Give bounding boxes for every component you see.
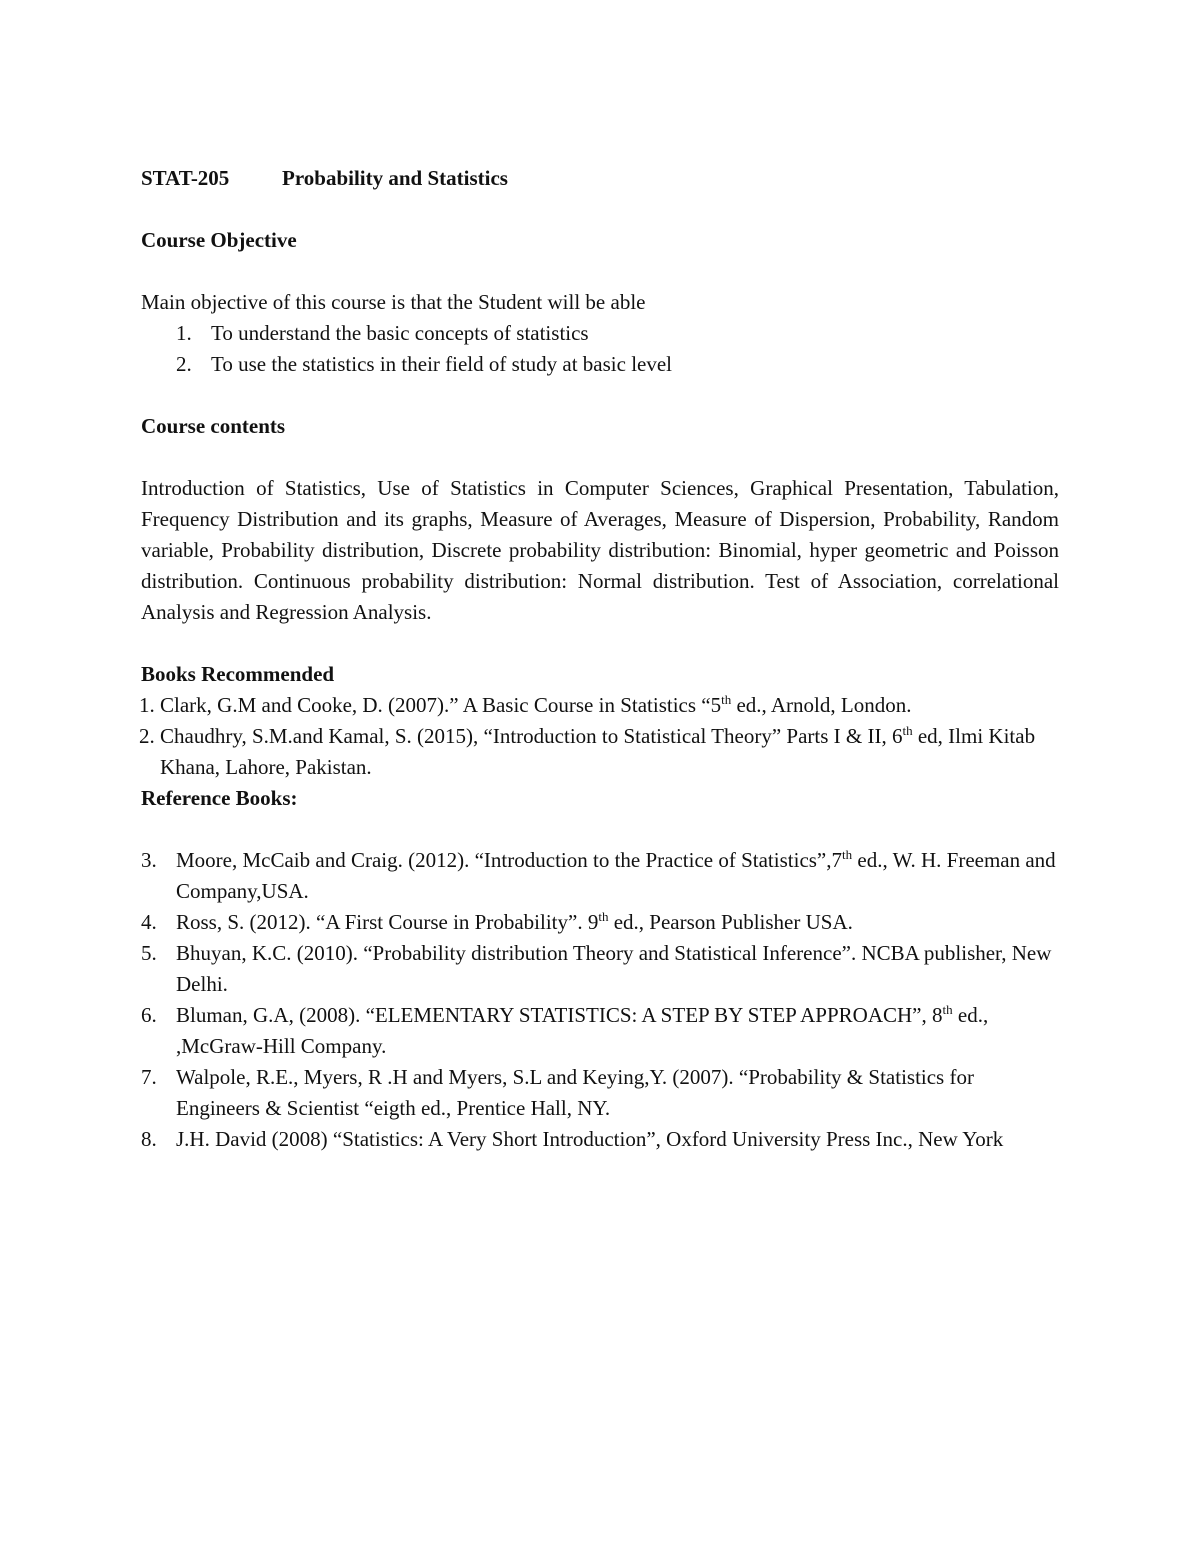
list-item — [141, 907, 1059, 938]
list-number: 1. — [176, 321, 192, 345]
list-item — [141, 690, 1059, 721]
list-number: 5. — [141, 941, 157, 965]
reference-books-heading: Reference Books: — [141, 786, 298, 810]
course-contents-body: Introduction of Statistics, Use of Statistics in Computer Sciences, Graphical Presentation, Tabulation, Frequency Distribution and its graphs, Measure of Averages, Measure of Dispersion, Probability, Random variable, Probability distribution, Discrete probability distribution: Binomial, hyper geometric and Poisson distribution. Continuous probability distribution: Normal distribution. Test of Association, correlational Analysis and Regression Analysis. — [141, 476, 1059, 624]
list-item — [141, 1124, 1059, 1155]
document-page — [141, 163, 1059, 1155]
ordinal-suffix: th — [721, 692, 732, 707]
objective-list — [141, 318, 1059, 380]
citation-text: Bluman, G.A, (2008). “ELEMENTARY STATISTICS: A STEP BY STEP APPROACH”, 8 — [176, 1003, 943, 1027]
citation-text-end: ed., W. H. Freeman and Company,USA. — [176, 848, 1056, 903]
course-title-row — [141, 163, 1059, 194]
citation-text: Clark, G.M and Cooke, D. (2007).” A Basic Course in Statistics “5 — [160, 693, 722, 717]
course-title: Probability and Statistics — [282, 166, 508, 190]
citation-text-end: ed., ,McGraw-Hill Company. — [176, 1003, 989, 1058]
reference-books-list — [141, 845, 1059, 1155]
course-objective-heading: Course Objective — [141, 228, 297, 252]
citation-text-end: ed, Ilmi Kitab Khana, Lahore, Pakistan. — [160, 724, 1036, 779]
list-number: 2. — [176, 352, 192, 376]
list-text: To understand the basic concepts of statistics — [211, 321, 589, 345]
list-item — [141, 1062, 1059, 1124]
list-item — [141, 721, 1059, 783]
ordinal-suffix: th — [598, 909, 609, 924]
objective-intro: Main objective of this course is that the Student will be able — [141, 290, 646, 314]
citation-text: Ross, S. (2012). “A First Course in Probability”. 9 — [176, 910, 599, 934]
citation-text-end: ed., Pearson Publisher USA. — [608, 910, 853, 934]
books-recommended-heading: Books Recommended — [141, 662, 335, 686]
list-text: To use the statistics in their field of study at basic level — [211, 352, 673, 376]
citation-text: J.H. David (2008) “Statistics: A Very Short Introduction”, Oxford University Press Inc., New York — [176, 1127, 1004, 1151]
list-number: 3. — [141, 848, 157, 872]
ordinal-suffix: th — [942, 1002, 953, 1017]
list-item — [141, 845, 1059, 907]
list-number: 6. — [141, 1003, 157, 1027]
course-code: STAT-205 — [141, 166, 230, 190]
course-contents-heading: Course contents — [141, 414, 286, 438]
list-item — [141, 349, 1059, 380]
list-number: 4. — [141, 910, 157, 934]
list-number: 1. — [139, 693, 155, 717]
ordinal-suffix: th — [842, 847, 853, 862]
citation-text: Walpole, R.E., Myers, R .H and Myers, S.L and Keying,Y. (2007). “Probability & Statistics for Engineers & Scientist “eigth ed., Prentice Hall, NY. — [176, 1065, 974, 1120]
list-number: 8. — [141, 1127, 157, 1151]
citation-text: Bhuyan, K.C. (2010). “Probability distribution Theory and Statistical Inference”. NCBA publisher, New Delhi. — [176, 941, 1052, 996]
list-item — [141, 318, 1059, 349]
citation-text: Moore, McCaib and Craig. (2012). “Introduction to the Practice of Statistics”,7 — [176, 848, 843, 872]
citation-text-end: ed., Arnold, London. — [731, 693, 912, 717]
ordinal-suffix: th — [902, 723, 913, 738]
list-item — [141, 1000, 1059, 1062]
list-number: 2. — [139, 724, 155, 748]
list-item — [141, 938, 1059, 1000]
citation-text: Chaudhry, S.M.and Kamal, S. (2015), “Introduction to Statistical Theory” Parts I & II, 6 — [160, 724, 903, 748]
books-recommended-list — [141, 690, 1059, 783]
list-number: 7. — [141, 1065, 157, 1089]
